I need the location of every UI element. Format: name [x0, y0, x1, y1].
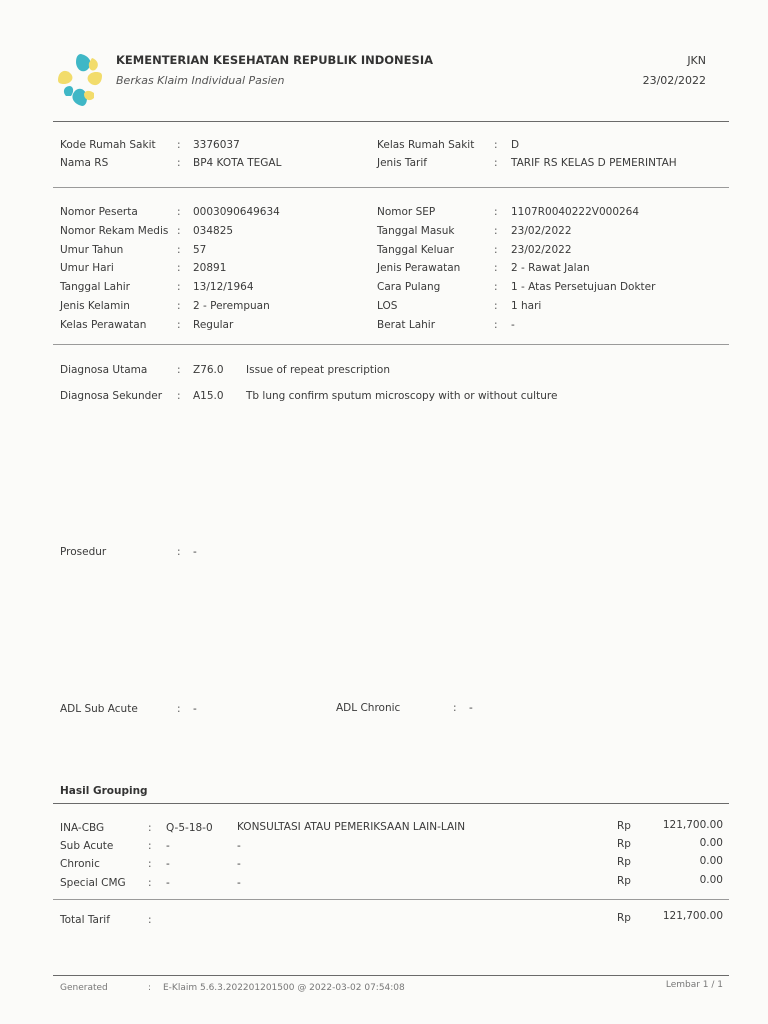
value-adl-sub-acute: -	[193, 703, 197, 715]
divider-hospital	[53, 187, 729, 188]
sep: :	[177, 300, 181, 312]
value-admission: 2 - Rawat Jalan	[511, 262, 590, 274]
desc-diagnosa-sekunder: Tb lung confirm sputum microscopy with or without culture	[246, 390, 558, 402]
logo-leaf-5	[89, 58, 98, 71]
label-patient: Nomor Peserta	[60, 206, 138, 218]
code-diagnosa-sekunder: A15.0	[193, 390, 224, 402]
value-jenis-tarif: TARIF RS KELAS D PEMERINTAH	[511, 157, 677, 169]
header-date: 23/02/2022	[642, 74, 706, 87]
grouping-currency: Rp	[617, 856, 631, 868]
value-admission: 23/02/2022	[511, 225, 572, 237]
sep: :	[177, 319, 181, 331]
label-total-tarif: Total Tarif	[60, 914, 110, 926]
sep: :	[494, 225, 498, 237]
grouping-amount: 0.00	[699, 855, 723, 867]
sep: :	[177, 281, 181, 293]
grouping-amount: 0.00	[699, 837, 723, 849]
sep: :	[494, 300, 498, 312]
label-nama-rs: Nama RS	[60, 157, 109, 169]
sep: :	[177, 206, 181, 218]
sep: :	[494, 244, 498, 256]
sep: :	[177, 139, 181, 151]
total-amount: 121,700.00	[662, 910, 723, 922]
sep: :	[148, 914, 152, 926]
code-diagnosa-utama: Z76.0	[193, 364, 224, 376]
footer-generated-label: Generated	[60, 983, 108, 993]
grouping-currency: Rp	[617, 875, 631, 887]
label-patient: Jenis Kelamin	[60, 300, 130, 312]
value-patient: 2 - Perempuan	[193, 300, 270, 312]
divider-grouping	[53, 803, 729, 804]
grouping-desc: -	[237, 840, 241, 852]
label-kode-rs: Kode Rumah Sakit	[60, 139, 156, 151]
sep: :	[453, 702, 457, 714]
value-patient: Regular	[193, 319, 234, 331]
divider-patient	[53, 344, 729, 345]
sep: :	[494, 262, 498, 274]
sep: :	[177, 364, 181, 376]
desc-diagnosa-utama: Issue of repeat prescription	[246, 364, 390, 376]
sep: :	[177, 262, 181, 274]
sep: :	[177, 546, 181, 558]
grouping-code: -	[166, 877, 170, 889]
grouping-code: -	[166, 840, 170, 852]
grouping-amount: 121,700.00	[662, 819, 723, 831]
label-adl-chronic: ADL Chronic	[336, 702, 401, 714]
label-patient: Tanggal Lahir	[60, 281, 130, 293]
label-diagnosa-sekunder: Diagnosa Sekunder	[60, 390, 163, 402]
value-admission: 1 hari	[511, 300, 542, 312]
sep: :	[494, 206, 498, 218]
grouping-desc: KONSULTASI ATAU PEMERIKSAAN LAIN-LAIN	[237, 821, 466, 833]
sep: :	[494, 281, 498, 293]
label-prosedur: Prosedur	[60, 546, 107, 558]
label-admission: Tanggal Masuk	[377, 225, 455, 237]
label-patient: Nomor Rekam Medis	[60, 225, 169, 237]
program-label: JKN	[687, 54, 706, 67]
value-adl-chronic: -	[469, 702, 473, 714]
label-admission: Nomor SEP	[377, 206, 436, 218]
document-subtitle: Berkas Klaim Individual Pasien	[116, 74, 285, 87]
grouping-title: Hasil Grouping	[60, 785, 148, 797]
label-adl-sub-acute: ADL Sub Acute	[60, 703, 138, 715]
value-admission: 23/02/2022	[511, 244, 572, 256]
ministry-title: KEMENTERIAN KESEHATAN REPUBLIK INDONESIA	[116, 53, 434, 67]
sep: :	[494, 139, 498, 151]
label-admission: Jenis Perawatan	[377, 262, 461, 274]
value-prosedur: -	[193, 546, 197, 558]
sep: :	[148, 822, 152, 834]
label-patient: Kelas Perawatan	[60, 319, 147, 331]
value-admission: -	[511, 319, 515, 331]
divider-footer	[53, 975, 729, 976]
logo-leaf-1	[76, 54, 91, 71]
label-patient: Umur Hari	[60, 262, 114, 274]
logo-leaf-2	[88, 72, 102, 85]
grouping-label: Special CMG	[60, 877, 126, 889]
sep: :	[177, 390, 181, 402]
value-kelas-rs: D	[511, 139, 520, 151]
value-patient: 0003090649634	[193, 206, 280, 218]
label-patient: Umur Tahun	[60, 244, 124, 256]
label-admission: Berat Lahir	[377, 319, 436, 331]
grouping-label: INA-CBG	[60, 822, 105, 834]
grouping-currency: Rp	[617, 838, 631, 850]
label-jenis-tarif: Jenis Tarif	[377, 157, 427, 169]
value-nama-rs: BP4 KOTA TEGAL	[193, 157, 282, 169]
sep: :	[148, 877, 152, 889]
sep: :	[177, 225, 181, 237]
sep: :	[148, 983, 152, 993]
sep: :	[494, 319, 498, 331]
value-patient: 034825	[193, 225, 234, 237]
value-patient: 57	[193, 244, 207, 256]
sep: :	[148, 840, 152, 852]
label-admission: LOS	[377, 300, 398, 312]
grouping-code: Q-5-18-0	[166, 822, 213, 834]
sep: :	[494, 157, 498, 169]
logo-leaf-4	[58, 71, 72, 84]
footer-generated-value: E-Klaim 5.6.3.202201201500 @ 2022-03-02 07:54:08	[163, 983, 405, 993]
logo-leaf-7	[64, 86, 73, 96]
label-diagnosa-utama: Diagnosa Utama	[60, 364, 148, 376]
grouping-desc: -	[237, 877, 241, 889]
sep: :	[177, 244, 181, 256]
label-kelas-rs: Kelas Rumah Sakit	[377, 139, 475, 151]
grouping-label: Chronic	[60, 858, 100, 870]
footer-page-number: Lembar 1 / 1	[665, 980, 723, 990]
grouping-currency: Rp	[617, 820, 631, 832]
total-currency: Rp	[617, 912, 631, 924]
divider-total	[53, 899, 729, 900]
label-admission: Tanggal Keluar	[377, 244, 454, 256]
value-kode-rs: 3376037	[193, 139, 240, 151]
sep: :	[177, 157, 181, 169]
value-admission: 1 - Atas Persetujuan Dokter	[511, 281, 656, 293]
value-patient: 20891	[193, 262, 227, 274]
value-patient: 13/12/1964	[193, 281, 254, 293]
value-admission: 1107R0040222V000264	[511, 206, 640, 218]
grouping-code: -	[166, 858, 170, 870]
sep: :	[177, 703, 181, 715]
divider-header	[53, 121, 729, 122]
kemenkes-logo	[54, 50, 108, 110]
label-admission: Cara Pulang	[377, 281, 441, 293]
grouping-amount: 0.00	[699, 874, 723, 886]
sep: :	[148, 858, 152, 870]
grouping-desc: -	[237, 858, 241, 870]
grouping-label: Sub Acute	[60, 840, 114, 852]
